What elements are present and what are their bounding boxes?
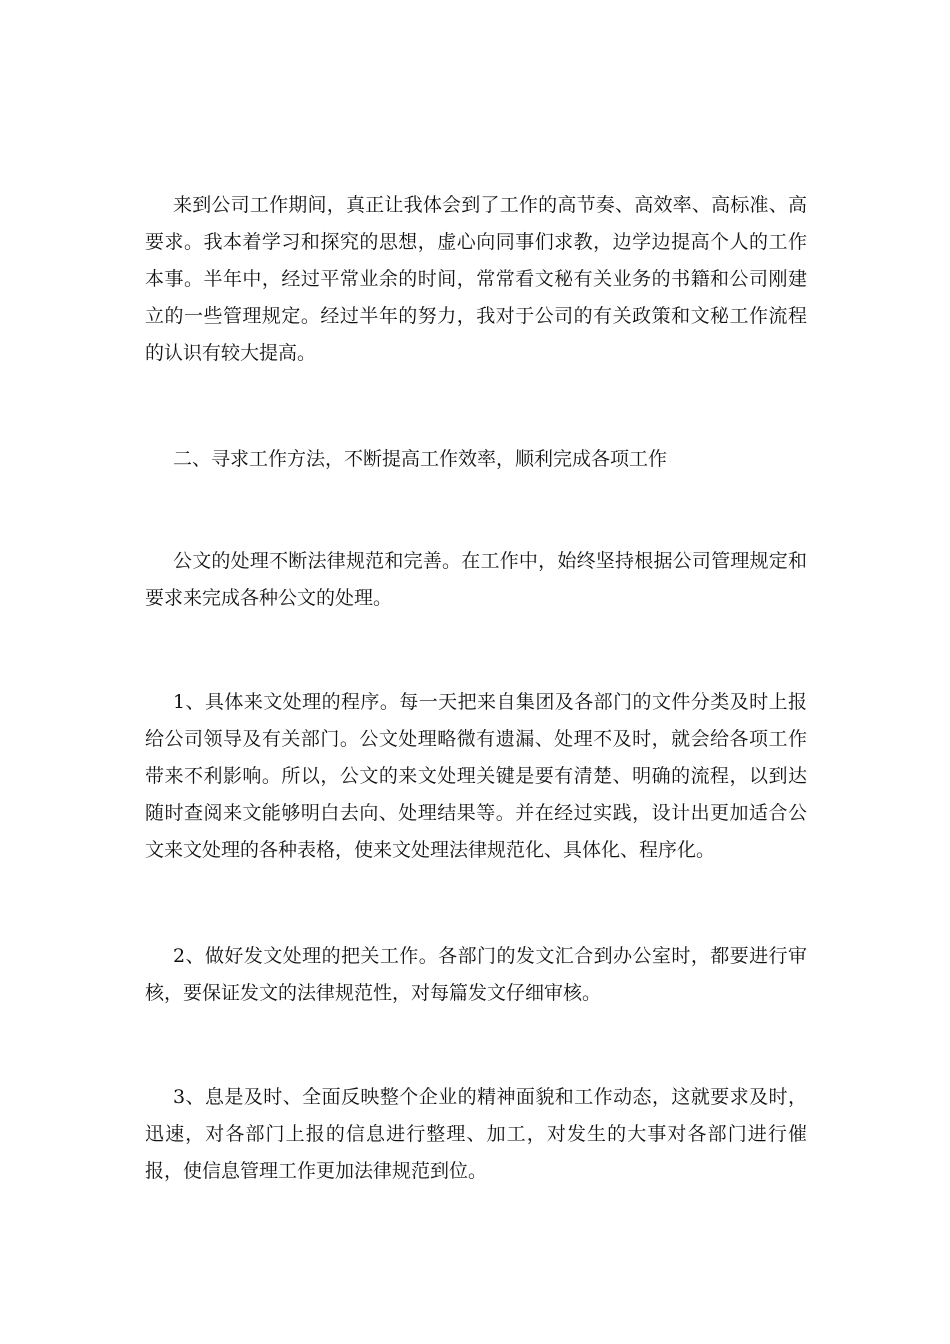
paragraph-incoming-documents: 1、具体来文处理的程序。每一天把来自集团及各部门的文件分类及时上报给公司领导及有关部门。公文处理略微有遗漏、处理不及时，就会给各项工作带来不利影响。所以，公文的来文处理关键是要有清楚、明确的流程，以到达随时查阅来文能够明白去向、处理结果等。并在经过实践，设计出更加适合公文来文处理的各种表格，使来文处理法律规范化、具体化、程序化。 [145,691,807,861]
paragraph-document-handling: 公文的处理不断法律规范和完善。在工作中，始终坚持根据公司管理规定和要求来完成各种公文的处理。 [145,550,807,609]
paragraph-work-experience: 来到公司工作期间，真正让我体会到了工作的高节奏、高效率、高标准、高要求。我本着学习和探究的思想，虚心向同事们求教，边学边提高个人的工作本事。半年中，经过平常业余的时间，常常看文秘有关业务的书籍和公司刚建立的一些管理规定。经过半年的努力，我对于公司的有关政策和文秘工作流程的认识有较大提高。 [145,194,807,364]
section-heading-2: 二、寻求工作方法，不断提高工作效率，顺利完成各项工作 [173,448,668,470]
paragraph-information-management: 3、息是及时、全面反映整个企业的精神面貌和工作动态，这就要求及时，迅速，对各部门上报的信息进行整理、加工，对发生的大事对各部门进行催报，使信息管理工作更加法律规范到位。 [145,1086,807,1182]
paragraph-outgoing-documents: 2、做好发文处理的把关工作。各部门的发文汇合到办公室时，都要进行审核，要保证发文的法律规范性，对每篇发文仔细审核。 [145,945,807,1004]
